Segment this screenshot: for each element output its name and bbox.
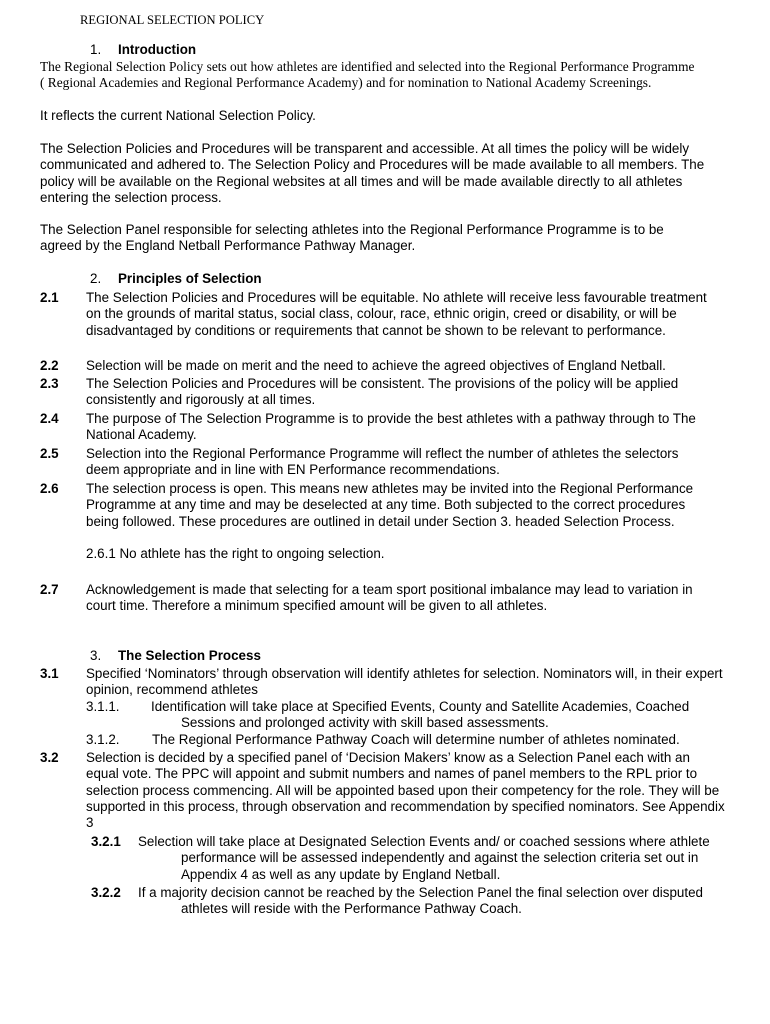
clause-number: 2.2 [40, 358, 59, 373]
sub-clause-number: 3.2.2 [91, 885, 121, 900]
clause-number: 3.1 [40, 666, 59, 681]
clause-number: 2.5 [40, 446, 59, 461]
section-title: Principles of Selection [118, 271, 262, 286]
intro-paragraph-1: The Regional Selection Policy sets out how athletes are identified and selected into the Regional Performance Programme ( Regional Academies and Regional Performance Academy) and for nomination to National Academy Screenings. [40, 59, 695, 91]
clause-text: The Selection Policies and Procedures will be consistent. The provisions of the policy will be applied consistently and rigorously at all times. [86, 376, 679, 408]
clause-text: Selection into the Regional Performance Programme will reflect the number of athletes the selectors deem appropriate and in line with EN Performance recommendations. [86, 446, 679, 478]
sub-clause-text: If a majority decision cannot be reached by the Selection Panel the final selection over disputed athletes will reside with the Performance Pathway Coach. [138, 885, 703, 917]
sub-clause-text: Selection will take place at Designated Selection Events and/ or coached sessions where athlete performance will be assessed independently and against the selection criteria set out in Appendix 4 as well as any update by England Netball. [138, 834, 710, 882]
section-number: 3. [90, 648, 102, 663]
section-heading-selection-process [90, 648, 261, 664]
clause-number: 2.6 [40, 481, 59, 496]
clause-number: 3.2 [40, 750, 59, 765]
clause-text: The selection process is open. This means new athletes may be invited into the Regional Performance Programme at any time and may be deselected at any time. Both subjected to the correct procedures being followed. These procedures are outlined in detail under Section 3. headed Selection Process. [86, 481, 694, 529]
intro-paragraph-2: It reflects the current National Selection Policy. [40, 108, 316, 123]
section-title: Introduction [118, 42, 197, 57]
clause-number: 2.1 [40, 290, 59, 305]
clause-text: Selection is decided by a specified panel of ‘Decision Makers’ know as a Selection Panel each with an equal vote. The PPC will appoint and submit numbers and names of panel members to the RPL prior to selection process commencing. All will be appointed based upon their competency for the role. They will be supported in this process, through observation and recommendation by specified nominators. See Appendix 3 [86, 750, 725, 831]
intro-paragraph-4: The Selection Panel responsible for selecting athletes into the Regional Performance Programme is to be agreed by the England Netball Performance Pathway Manager. [40, 222, 664, 254]
section-title: The Selection Process [118, 648, 261, 663]
clause-text: Selection will be made on merit and the need to achieve the agreed objectives of England Netball. [86, 358, 666, 373]
sub-clause-3-1-1-text: Identification will take place at Specified Events, County and Satellite Academies, Coached Sessions and prolonged activity with skill based assessments. [151, 699, 690, 731]
document-title: REGIONAL SELECTION POLICY [80, 13, 265, 27]
clause-text: Specified ‘Nominators’ through observation will identify athletes for selection. Nominators will, in their expert opinion, recommend athletes [86, 666, 723, 698]
clause-text: The purpose of The Selection Programme is to provide the best athletes with a pathway through to The National Academy. [86, 411, 696, 443]
clause-number: 2.7 [40, 582, 59, 597]
clause-number: 2.3 [40, 376, 59, 391]
clause-text: Acknowledgement is made that selecting for a team sport positional imbalance may lead to variation in court time. Therefore a minimum specified amount will be given to all athletes. [86, 582, 693, 614]
sub-clause-number: 3.1.2. [86, 732, 120, 747]
section-heading-principles [90, 271, 262, 287]
section-number: 2. [90, 271, 102, 286]
section-heading-introduction [90, 42, 196, 58]
sub-clause-text: The Regional Performance Pathway Coach will determine number of athletes nominated. [152, 732, 680, 747]
clause-number: 2.4 [40, 411, 59, 426]
sub-clause-text [151, 699, 741, 732]
intro-paragraph-3: The Selection Policies and Procedures will be transparent and accessible. At all times the policy will be widely communicated and adhered to. The Selection Policy and Procedures will be made available to all members. The policy will be available on the Regional websites at all times and will be made available directly to all athletes entering the selection process. [40, 141, 705, 205]
sub-clause-2-6-1: 2.6.1 No athlete has the right to ongoing selection. [86, 546, 385, 561]
section-number: 1. [90, 42, 102, 57]
clause-text: The Selection Policies and Procedures will be equitable. No athlete will receive less favourable treatment on the grounds of marital status, social class, colour, race, ethnic origin, creed or disability, or will be disadvantaged by conditions or requirements that cannot be shown to be relevant to performance. [86, 290, 707, 338]
sub-clause-number: 3.1.1. [86, 699, 120, 714]
sub-clause-number: 3.2.1 [91, 834, 121, 849]
